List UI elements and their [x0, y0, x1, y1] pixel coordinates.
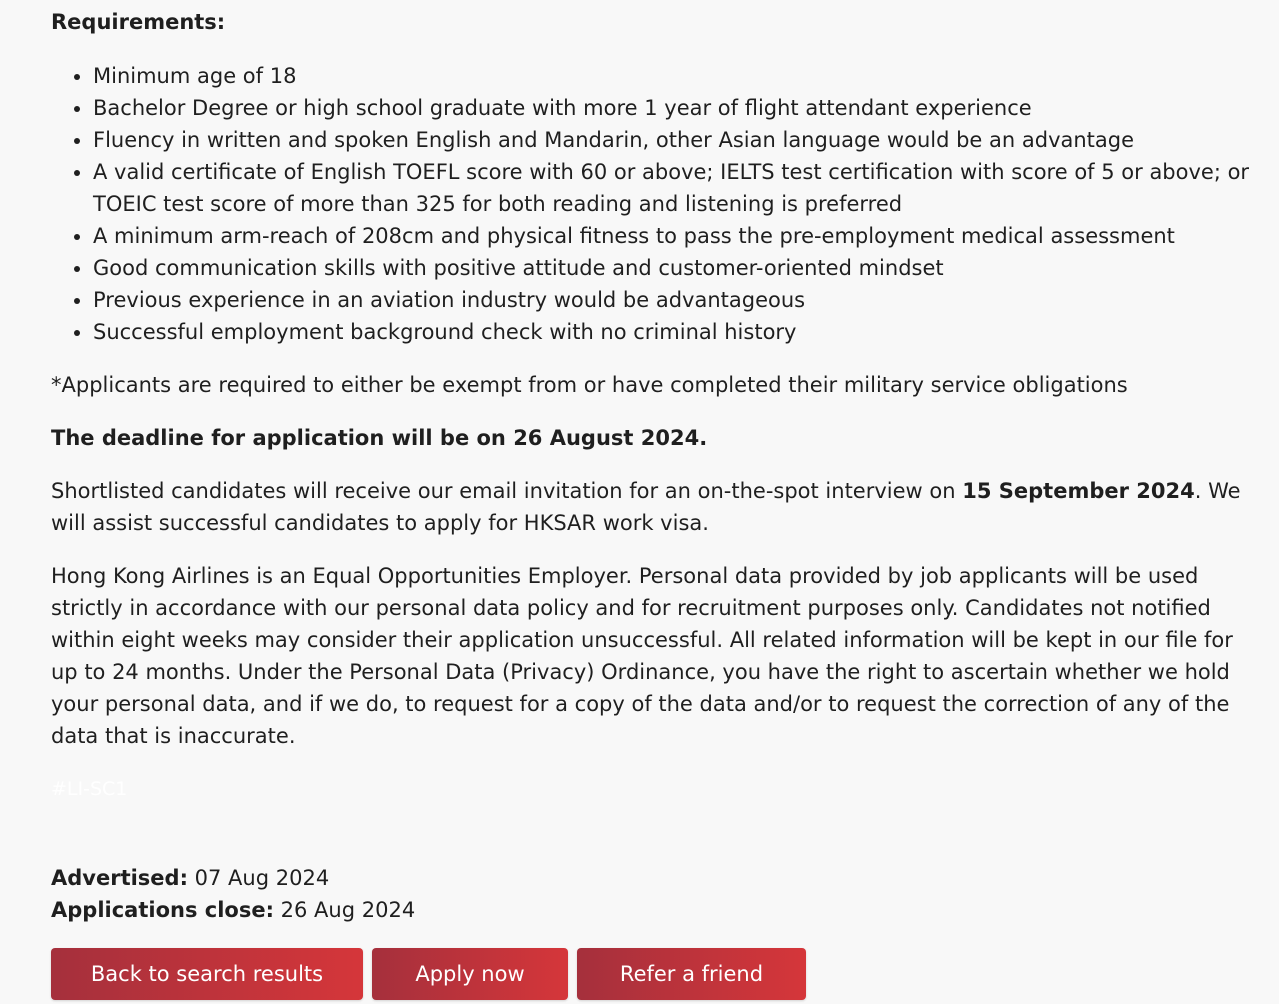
- back-to-search-results-button[interactable]: Back to search results: [51, 948, 363, 1000]
- shortlist-paragraph: [51, 475, 1266, 539]
- shortlist-text-start: Shortlisted candidates will receive our email invitation for an on-the-spot interview on: [51, 479, 963, 503]
- job-hashtag: #LI-SC1: [51, 778, 128, 800]
- refer-a-friend-button[interactable]: Refer a friend: [577, 948, 806, 1000]
- requirements-list: [51, 60, 1266, 348]
- interview-date: 15 September 2024: [962, 479, 1195, 503]
- requirements-heading: Requirements:: [51, 10, 226, 34]
- apply-now-button[interactable]: Apply now: [372, 948, 568, 1000]
- job-dates: [51, 862, 415, 926]
- requirement-item: • A valid certificate of English TOEFL score with 60 or above; IELTS test certification with score of 5 or above; or TOEIC test score of more than 325 for both reading and listening is preferred: [93, 156, 1266, 220]
- advertised-label: Advertised:: [51, 866, 188, 890]
- requirement-item: • A minimum arm-reach of 208cm and physical fitness to pass the pre-employment medical assessment: [93, 220, 1266, 252]
- requirement-item: • Successful employment background check with no criminal history: [93, 316, 1266, 348]
- requirement-item: • Bachelor Degree or high school graduate with more 1 year of flight attendant experience: [93, 92, 1266, 124]
- advertised-value: 07 Aug 2024: [187, 866, 330, 890]
- shortlist-text-end: . We will assist successful candidates to apply for HKSAR work visa.: [51, 479, 1241, 535]
- military-service-note: *Applicants are required to either be exempt from or have completed their military service obligations: [51, 373, 1128, 397]
- application-deadline: The deadline for application will be on 26 August 2024.: [51, 426, 708, 450]
- applications-close-value: 26 Aug 2024: [273, 898, 416, 922]
- requirement-item: • Fluency in written and spoken English and Mandarin, other Asian language would be an advantage: [93, 124, 1266, 156]
- applications-close-row: [51, 894, 415, 926]
- advertised-date-row: [51, 862, 415, 894]
- equal-opportunities-statement: Hong Kong Airlines is an Equal Opportunities Employer. Personal data provided by job applicants will be used strictly in accordance with our personal data policy and for recruitment purposes only. Candidates not notified within eight weeks may consider their application unsuccessful. All related information will be kept in our file for up to 24 months. Under the Personal Data (Privacy) Ordinance, you have the right to ascertain whether we hold your personal data, and if we do, to request for a copy of the data and/or to request the correction of any of the data that is inaccurate.: [51, 564, 1233, 748]
- applications-close-label: Applications close:: [51, 898, 274, 922]
- job-description: [51, 6, 1266, 805]
- requirement-item: • Good communication skills with positive attitude and customer-oriented mindset: [93, 252, 1266, 284]
- requirement-item: • Previous experience in an aviation industry would be advantageous: [93, 284, 1266, 316]
- requirement-item: • Minimum age of 18: [93, 60, 1266, 92]
